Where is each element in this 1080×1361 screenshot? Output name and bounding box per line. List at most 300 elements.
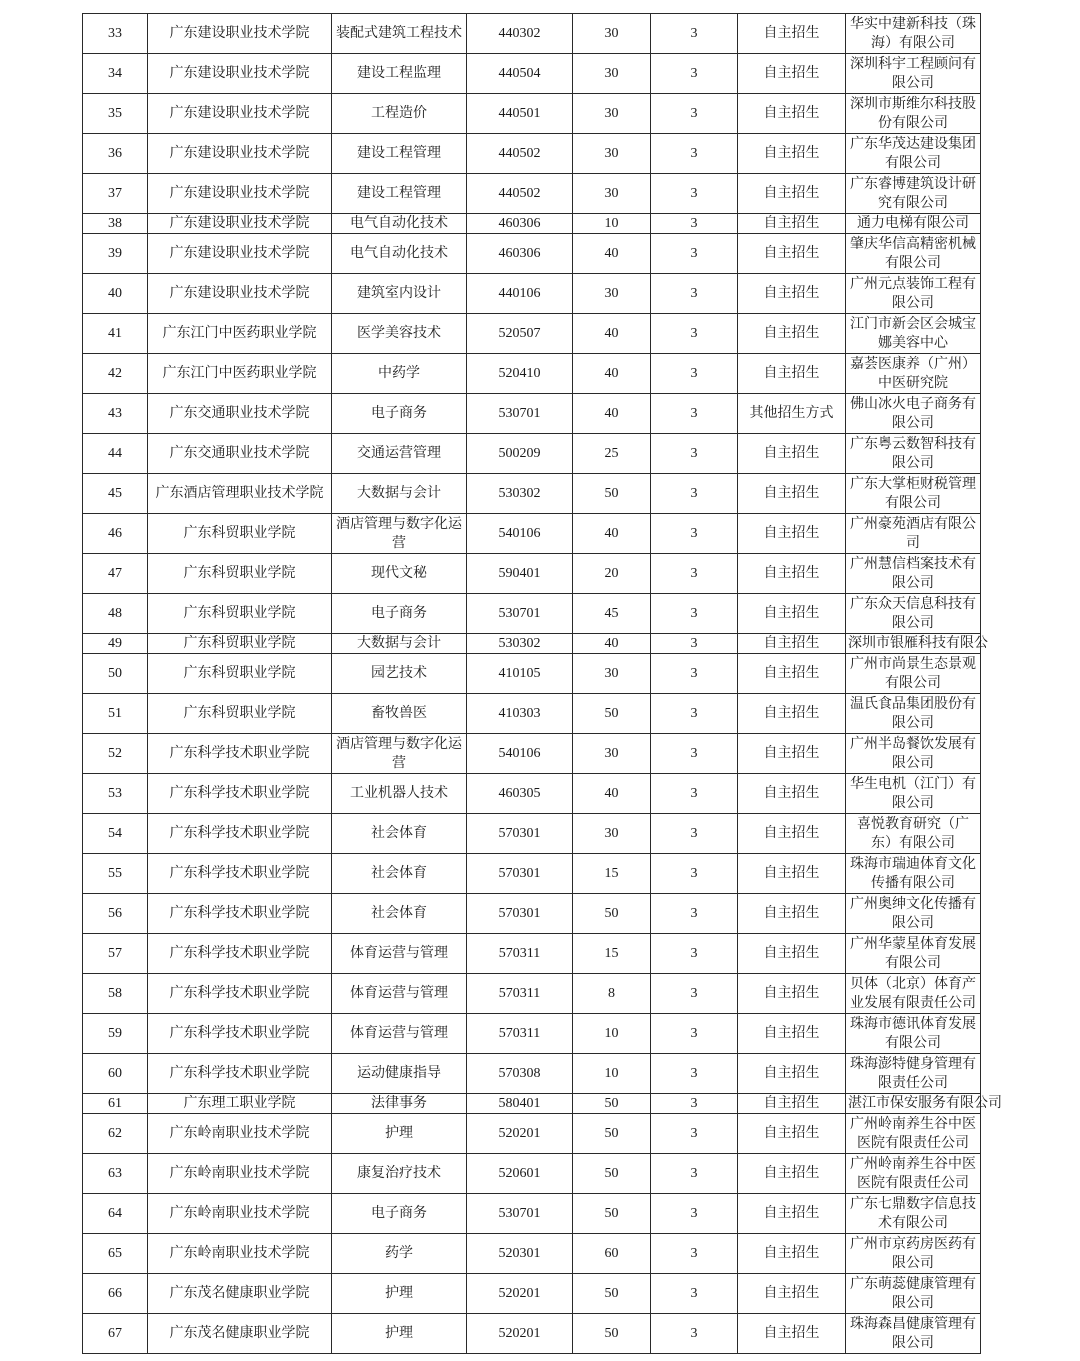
duration-years-cell: 3 xyxy=(651,974,738,1014)
enrollment-method-cell: 自主招生 xyxy=(738,14,846,54)
enrollment-count-cell: 30 xyxy=(573,134,651,174)
row-number-cell: 35 xyxy=(83,94,148,134)
row-number-cell: 60 xyxy=(83,1054,148,1094)
duration-years-cell: 3 xyxy=(651,774,738,814)
partner-company-cell: 深圳市斯维尔科技股份有限公司 xyxy=(846,94,981,134)
duration-years-cell: 3 xyxy=(651,1014,738,1054)
partner-company-cell: 珠海森昌健康管理有限公司 xyxy=(846,1314,981,1354)
row-number-cell: 62 xyxy=(83,1114,148,1154)
major-code-cell: 570311 xyxy=(467,974,573,1014)
duration-years-cell: 3 xyxy=(651,134,738,174)
enrollment-method-cell: 自主招生 xyxy=(738,214,846,234)
major-code-cell: 570301 xyxy=(467,854,573,894)
school-name-cell: 广东科贸职业学院 xyxy=(148,634,332,654)
school-name-cell: 广东科学技术职业学院 xyxy=(148,1054,332,1094)
enrollment-method-cell: 自主招生 xyxy=(738,354,846,394)
partner-company-cell: 珠海市瑞迪体育文化传播有限公司 xyxy=(846,854,981,894)
duration-years-cell: 3 xyxy=(651,1114,738,1154)
partner-company-cell: 珠海市德讯体育发展有限公司 xyxy=(846,1014,981,1054)
school-name-cell: 广东建设职业技术学院 xyxy=(148,214,332,234)
row-number-cell: 49 xyxy=(83,634,148,654)
partner-company-cell: 广东大掌柜财税管理有限公司 xyxy=(846,474,981,514)
school-name-cell: 广东建设职业技术学院 xyxy=(148,54,332,94)
partner-company-cell: 湛江市保安服务有限公司 xyxy=(846,1094,981,1114)
enrollment-count-cell: 50 xyxy=(573,1114,651,1154)
enrollment-method-cell: 自主招生 xyxy=(738,54,846,94)
school-name-cell: 广东科学技术职业学院 xyxy=(148,774,332,814)
enrollment-method-cell: 自主招生 xyxy=(738,1114,846,1154)
enrollment-count-cell: 15 xyxy=(573,934,651,974)
row-number-cell: 56 xyxy=(83,894,148,934)
duration-years-cell: 3 xyxy=(651,654,738,694)
major-code-cell: 540106 xyxy=(467,514,573,554)
major-name-cell: 电气自动化技术 xyxy=(332,214,467,234)
duration-years-cell: 3 xyxy=(651,394,738,434)
row-number-cell: 44 xyxy=(83,434,148,474)
major-code-cell: 570301 xyxy=(467,894,573,934)
enrollment-count-cell: 30 xyxy=(573,54,651,94)
enrollment-count-cell: 40 xyxy=(573,234,651,274)
major-code-cell: 570311 xyxy=(467,934,573,974)
row-number-cell: 66 xyxy=(83,1274,148,1314)
enrollment-method-cell: 自主招生 xyxy=(738,434,846,474)
enrollment-count-cell: 40 xyxy=(573,394,651,434)
enrollment-method-cell: 自主招生 xyxy=(738,814,846,854)
enrollment-method-cell: 自主招生 xyxy=(738,774,846,814)
enrollment-count-cell: 8 xyxy=(573,974,651,1014)
row-number-cell: 45 xyxy=(83,474,148,514)
enrollment-method-cell: 其他招生方式 xyxy=(738,394,846,434)
row-number-cell: 58 xyxy=(83,974,148,1014)
table-row xyxy=(83,394,981,434)
major-name-cell: 体育运营与管理 xyxy=(332,1014,467,1054)
duration-years-cell: 3 xyxy=(651,94,738,134)
enrollment-count-cell: 10 xyxy=(573,1054,651,1094)
enrollment-count-cell: 30 xyxy=(573,174,651,214)
enrollment-method-cell: 自主招生 xyxy=(738,1194,846,1234)
major-code-cell: 410303 xyxy=(467,694,573,734)
table-row xyxy=(83,594,981,634)
enrollment-method-cell: 自主招生 xyxy=(738,894,846,934)
row-number-cell: 59 xyxy=(83,1014,148,1054)
row-number-cell: 39 xyxy=(83,234,148,274)
duration-years-cell: 3 xyxy=(651,1054,738,1094)
row-number-cell: 41 xyxy=(83,314,148,354)
row-number-cell: 34 xyxy=(83,54,148,94)
school-name-cell: 广东江门中医药职业学院 xyxy=(148,314,332,354)
duration-years-cell: 3 xyxy=(651,934,738,974)
table-row xyxy=(83,474,981,514)
school-name-cell: 广东岭南职业技术学院 xyxy=(148,1234,332,1274)
table-row xyxy=(83,854,981,894)
school-name-cell: 广东茂名健康职业学院 xyxy=(148,1314,332,1354)
school-name-cell: 广东科贸职业学院 xyxy=(148,594,332,634)
table-row xyxy=(83,1314,981,1354)
school-name-cell: 广东科学技术职业学院 xyxy=(148,854,332,894)
duration-years-cell: 3 xyxy=(651,14,738,54)
enrollment-count-cell: 10 xyxy=(573,1014,651,1054)
enrollment-count-cell: 50 xyxy=(573,1274,651,1314)
table-row xyxy=(83,94,981,134)
row-number-cell: 50 xyxy=(83,654,148,694)
major-name-cell: 酒店管理与数字化运营 xyxy=(332,514,467,554)
school-name-cell: 广东酒店管理职业技术学院 xyxy=(148,474,332,514)
enrollment-table-page xyxy=(82,13,1002,1354)
row-number-cell: 55 xyxy=(83,854,148,894)
major-name-cell: 运动健康指导 xyxy=(332,1054,467,1094)
partner-company-cell: 通力电梯有限公司 xyxy=(846,214,981,234)
table-row xyxy=(83,234,981,274)
table-row xyxy=(83,1194,981,1234)
partner-company-cell: 广东萌蕊健康管理有限公司 xyxy=(846,1274,981,1314)
enrollment-method-cell: 自主招生 xyxy=(738,1094,846,1114)
enrollment-count-cell: 50 xyxy=(573,1154,651,1194)
duration-years-cell: 3 xyxy=(651,854,738,894)
school-name-cell: 广东岭南职业技术学院 xyxy=(148,1154,332,1194)
table-row xyxy=(83,1014,981,1054)
major-name-cell: 中药学 xyxy=(332,354,467,394)
major-name-cell: 体育运营与管理 xyxy=(332,934,467,974)
major-name-cell: 社会体育 xyxy=(332,854,467,894)
enrollment-method-cell: 自主招生 xyxy=(738,174,846,214)
major-name-cell: 建设工程管理 xyxy=(332,134,467,174)
partner-company-cell: 广州豪苑酒店有限公司 xyxy=(846,514,981,554)
major-code-cell: 530701 xyxy=(467,594,573,634)
table-row xyxy=(83,1054,981,1094)
school-name-cell: 广东建设职业技术学院 xyxy=(148,94,332,134)
major-code-cell: 570301 xyxy=(467,814,573,854)
row-number-cell: 48 xyxy=(83,594,148,634)
partner-company-cell: 肇庆华信高精密机械有限公司 xyxy=(846,234,981,274)
row-number-cell: 46 xyxy=(83,514,148,554)
school-name-cell: 广东科学技术职业学院 xyxy=(148,894,332,934)
major-code-cell: 520201 xyxy=(467,1114,573,1154)
row-number-cell: 64 xyxy=(83,1194,148,1234)
major-code-cell: 410105 xyxy=(467,654,573,694)
major-name-cell: 电子商务 xyxy=(332,394,467,434)
school-name-cell: 广东科学技术职业学院 xyxy=(148,814,332,854)
partner-company-cell: 广东众天信息科技有限公司 xyxy=(846,594,981,634)
duration-years-cell: 3 xyxy=(651,814,738,854)
duration-years-cell: 3 xyxy=(651,434,738,474)
school-name-cell: 广东岭南职业技术学院 xyxy=(148,1194,332,1234)
enrollment-method-cell: 自主招生 xyxy=(738,1314,846,1354)
enrollment-count-cell: 30 xyxy=(573,734,651,774)
major-name-cell: 建设工程管理 xyxy=(332,174,467,214)
enrollment-method-cell: 自主招生 xyxy=(738,594,846,634)
enrollment-method-cell: 自主招生 xyxy=(738,554,846,594)
partner-company-cell: 深圳科宇工程顾问有限公司 xyxy=(846,54,981,94)
duration-years-cell: 3 xyxy=(651,894,738,934)
duration-years-cell: 3 xyxy=(651,274,738,314)
partner-company-cell: 广东睿博建筑设计研究有限公司 xyxy=(846,174,981,214)
school-name-cell: 广东科贸职业学院 xyxy=(148,694,332,734)
partner-company-cell: 贝体（北京）体育产业发展有限责任公司 xyxy=(846,974,981,1014)
enrollment-method-cell: 自主招生 xyxy=(738,314,846,354)
partner-company-cell: 华生电机（江门）有限公司 xyxy=(846,774,981,814)
school-name-cell: 广东科学技术职业学院 xyxy=(148,1014,332,1054)
school-name-cell: 广东岭南职业技术学院 xyxy=(148,1114,332,1154)
enrollment-count-cell: 20 xyxy=(573,554,651,594)
partner-company-cell: 广州华蒙星体育发展有限公司 xyxy=(846,934,981,974)
duration-years-cell: 3 xyxy=(651,514,738,554)
row-number-cell: 36 xyxy=(83,134,148,174)
table-row xyxy=(83,894,981,934)
enrollment-method-cell: 自主招生 xyxy=(738,1274,846,1314)
enrollment-method-cell: 自主招生 xyxy=(738,1154,846,1194)
table-row xyxy=(83,634,981,654)
enrollment-count-cell: 40 xyxy=(573,354,651,394)
partner-company-cell: 广东七鼎数字信息技术有限公司 xyxy=(846,1194,981,1234)
row-number-cell: 43 xyxy=(83,394,148,434)
table-row xyxy=(83,274,981,314)
table-row xyxy=(83,214,981,234)
school-name-cell: 广东科学技术职业学院 xyxy=(148,734,332,774)
major-name-cell: 工业机器人技术 xyxy=(332,774,467,814)
major-name-cell: 药学 xyxy=(332,1234,467,1274)
major-code-cell: 570311 xyxy=(467,1014,573,1054)
row-number-cell: 65 xyxy=(83,1234,148,1274)
partner-company-cell: 温氏食品集团股份有限公司 xyxy=(846,694,981,734)
row-number-cell: 53 xyxy=(83,774,148,814)
duration-years-cell: 3 xyxy=(651,1234,738,1274)
partner-company-cell: 嘉荟医康养（广州）中医研究院 xyxy=(846,354,981,394)
enrollment-method-cell: 自主招生 xyxy=(738,694,846,734)
row-number-cell: 67 xyxy=(83,1314,148,1354)
major-name-cell: 康复治疗技术 xyxy=(332,1154,467,1194)
duration-years-cell: 3 xyxy=(651,314,738,354)
major-name-cell: 园艺技术 xyxy=(332,654,467,694)
duration-years-cell: 3 xyxy=(651,214,738,234)
table-row xyxy=(83,514,981,554)
major-code-cell: 440501 xyxy=(467,94,573,134)
major-code-cell: 520601 xyxy=(467,1154,573,1194)
table-row xyxy=(83,1154,981,1194)
duration-years-cell: 3 xyxy=(651,1194,738,1234)
school-name-cell: 广东建设职业技术学院 xyxy=(148,14,332,54)
major-code-cell: 460306 xyxy=(467,234,573,274)
major-name-cell: 电子商务 xyxy=(332,1194,467,1234)
row-number-cell: 61 xyxy=(83,1094,148,1114)
duration-years-cell: 3 xyxy=(651,1274,738,1314)
enrollment-count-cell: 50 xyxy=(573,1194,651,1234)
row-number-cell: 33 xyxy=(83,14,148,54)
major-code-cell: 520507 xyxy=(467,314,573,354)
school-name-cell: 广东建设职业技术学院 xyxy=(148,274,332,314)
school-name-cell: 广东江门中医药职业学院 xyxy=(148,354,332,394)
major-name-cell: 体育运营与管理 xyxy=(332,974,467,1014)
enrollment-method-cell: 自主招生 xyxy=(738,474,846,514)
row-number-cell: 51 xyxy=(83,694,148,734)
enrollment-count-cell: 50 xyxy=(573,1094,651,1114)
table-row xyxy=(83,814,981,854)
row-number-cell: 57 xyxy=(83,934,148,974)
table-row xyxy=(83,1114,981,1154)
enrollment-method-cell: 自主招生 xyxy=(738,634,846,654)
enrollment-count-cell: 50 xyxy=(573,1314,651,1354)
row-number-cell: 38 xyxy=(83,214,148,234)
partner-company-cell: 广州市尚景生态景观有限公司 xyxy=(846,654,981,694)
school-name-cell: 广东科贸职业学院 xyxy=(148,654,332,694)
row-number-cell: 42 xyxy=(83,354,148,394)
major-code-cell: 440106 xyxy=(467,274,573,314)
enrollment-count-cell: 50 xyxy=(573,894,651,934)
enrollment-method-cell: 自主招生 xyxy=(738,934,846,974)
enrollment-count-cell: 60 xyxy=(573,1234,651,1274)
partner-company-cell: 广东粤云数智科技有限公司 xyxy=(846,434,981,474)
major-code-cell: 540106 xyxy=(467,734,573,774)
partner-company-cell: 珠海澎特健身管理有限责任公司 xyxy=(846,1054,981,1094)
major-code-cell: 530701 xyxy=(467,1194,573,1234)
enrollment-count-cell: 30 xyxy=(573,814,651,854)
school-name-cell: 广东科贸职业学院 xyxy=(148,514,332,554)
table-row xyxy=(83,134,981,174)
row-number-cell: 47 xyxy=(83,554,148,594)
enrollment-method-cell: 自主招生 xyxy=(738,1234,846,1274)
duration-years-cell: 3 xyxy=(651,1094,738,1114)
enrollment-count-cell: 40 xyxy=(573,314,651,354)
duration-years-cell: 3 xyxy=(651,234,738,274)
enrollment-count-cell: 30 xyxy=(573,94,651,134)
major-name-cell: 法律事务 xyxy=(332,1094,467,1114)
major-name-cell: 建设工程监理 xyxy=(332,54,467,94)
major-code-cell: 520201 xyxy=(467,1274,573,1314)
major-name-cell: 畜牧兽医 xyxy=(332,694,467,734)
enrollment-count-cell: 40 xyxy=(573,774,651,814)
school-name-cell: 广东科贸职业学院 xyxy=(148,554,332,594)
partner-company-cell: 广州半岛餐饮发展有限公司 xyxy=(846,734,981,774)
enrollment-method-cell: 自主招生 xyxy=(738,514,846,554)
major-name-cell: 现代文秘 xyxy=(332,554,467,594)
major-name-cell: 大数据与会计 xyxy=(332,474,467,514)
duration-years-cell: 3 xyxy=(651,634,738,654)
partner-company-cell: 广州慧信档案技术有限公司 xyxy=(846,554,981,594)
row-number-cell: 54 xyxy=(83,814,148,854)
school-name-cell: 广东建设职业技术学院 xyxy=(148,234,332,274)
enrollment-count-cell: 45 xyxy=(573,594,651,634)
row-number-cell: 52 xyxy=(83,734,148,774)
enrollment-method-cell: 自主招生 xyxy=(738,274,846,314)
enrollment-method-cell: 自主招生 xyxy=(738,734,846,774)
duration-years-cell: 3 xyxy=(651,354,738,394)
major-name-cell: 护理 xyxy=(332,1274,467,1314)
enrollment-count-cell: 10 xyxy=(573,214,651,234)
partner-company-cell: 喜悦教育研究（广东）有限公司 xyxy=(846,814,981,854)
partner-company-cell: 佛山冰火电子商务有限公司 xyxy=(846,394,981,434)
major-code-cell: 440504 xyxy=(467,54,573,94)
major-name-cell: 医学美容技术 xyxy=(332,314,467,354)
duration-years-cell: 3 xyxy=(651,554,738,594)
major-code-cell: 580401 xyxy=(467,1094,573,1114)
major-name-cell: 建筑室内设计 xyxy=(332,274,467,314)
major-name-cell: 护理 xyxy=(332,1314,467,1354)
school-name-cell: 广东科学技术职业学院 xyxy=(148,974,332,1014)
partner-company-cell: 深圳市银雁科技有限公 xyxy=(846,634,981,654)
major-code-cell: 460305 xyxy=(467,774,573,814)
enrollment-count-cell: 40 xyxy=(573,634,651,654)
major-code-cell: 530701 xyxy=(467,394,573,434)
table-row xyxy=(83,554,981,594)
school-name-cell: 广东交通职业技术学院 xyxy=(148,434,332,474)
partner-company-cell: 华实中建新科技（珠海）有限公司 xyxy=(846,14,981,54)
row-number-cell: 40 xyxy=(83,274,148,314)
school-name-cell: 广东理工职业学院 xyxy=(148,1094,332,1114)
major-code-cell: 530302 xyxy=(467,474,573,514)
table-row xyxy=(83,654,981,694)
table-row xyxy=(83,1234,981,1274)
major-name-cell: 交通运营管理 xyxy=(332,434,467,474)
major-name-cell: 电子商务 xyxy=(332,594,467,634)
enrollment-method-cell: 自主招生 xyxy=(738,234,846,274)
table-body xyxy=(83,14,1002,1354)
major-code-cell: 520301 xyxy=(467,1234,573,1274)
partner-company-cell: 广州市京药房医药有限公司 xyxy=(846,1234,981,1274)
enrollment-count-cell: 30 xyxy=(573,14,651,54)
partner-company-cell: 广东华茂达建设集团有限公司 xyxy=(846,134,981,174)
school-name-cell: 广东建设职业技术学院 xyxy=(148,174,332,214)
duration-years-cell: 3 xyxy=(651,734,738,774)
major-code-cell: 520410 xyxy=(467,354,573,394)
school-name-cell: 广东建设职业技术学院 xyxy=(148,134,332,174)
major-code-cell: 590401 xyxy=(467,554,573,594)
school-name-cell: 广东交通职业技术学院 xyxy=(148,394,332,434)
major-code-cell: 440302 xyxy=(467,14,573,54)
school-name-cell: 广东科学技术职业学院 xyxy=(148,934,332,974)
table-row xyxy=(83,934,981,974)
table-row xyxy=(83,1274,981,1314)
partner-company-cell: 广州元点装饰工程有限公司 xyxy=(846,274,981,314)
enrollment-count-cell: 15 xyxy=(573,854,651,894)
duration-years-cell: 3 xyxy=(651,474,738,514)
major-name-cell: 装配式建筑工程技术 xyxy=(332,14,467,54)
major-code-cell: 570308 xyxy=(467,1054,573,1094)
major-code-cell: 440502 xyxy=(467,134,573,174)
partner-company-cell: 江门市新会区会城宝娜美容中心 xyxy=(846,314,981,354)
enrollment-count-cell: 30 xyxy=(573,274,651,314)
major-name-cell: 大数据与会计 xyxy=(332,634,467,654)
major-name-cell: 酒店管理与数字化运营 xyxy=(332,734,467,774)
table-row xyxy=(83,54,981,94)
major-code-cell: 500209 xyxy=(467,434,573,474)
enrollment-count-cell: 40 xyxy=(573,514,651,554)
enrollment-method-cell: 自主招生 xyxy=(738,654,846,694)
enrollment-method-cell: 自主招生 xyxy=(738,974,846,1014)
enrollment-method-cell: 自主招生 xyxy=(738,1054,846,1094)
enrollment-count-cell: 50 xyxy=(573,474,651,514)
partner-company-cell: 广州奥绅文化传播有限公司 xyxy=(846,894,981,934)
table-row xyxy=(83,974,981,1014)
major-name-cell: 护理 xyxy=(332,1114,467,1154)
table-row xyxy=(83,734,981,774)
enrollment-method-cell: 自主招生 xyxy=(738,1014,846,1054)
table-row xyxy=(83,314,981,354)
table-row xyxy=(83,14,981,54)
enrollment-method-cell: 自主招生 xyxy=(738,854,846,894)
major-name-cell: 电气自动化技术 xyxy=(332,234,467,274)
row-number-cell: 37 xyxy=(83,174,148,214)
duration-years-cell: 3 xyxy=(651,594,738,634)
major-code-cell: 440502 xyxy=(467,174,573,214)
enrollment-method-cell: 自主招生 xyxy=(738,94,846,134)
school-name-cell: 广东茂名健康职业学院 xyxy=(148,1274,332,1314)
table-row xyxy=(83,774,981,814)
table-row xyxy=(83,174,981,214)
enrollment-method-cell: 自主招生 xyxy=(738,134,846,174)
table-row xyxy=(83,354,981,394)
major-name-cell: 工程造价 xyxy=(332,94,467,134)
major-code-cell: 460306 xyxy=(467,214,573,234)
major-name-cell: 社会体育 xyxy=(332,894,467,934)
